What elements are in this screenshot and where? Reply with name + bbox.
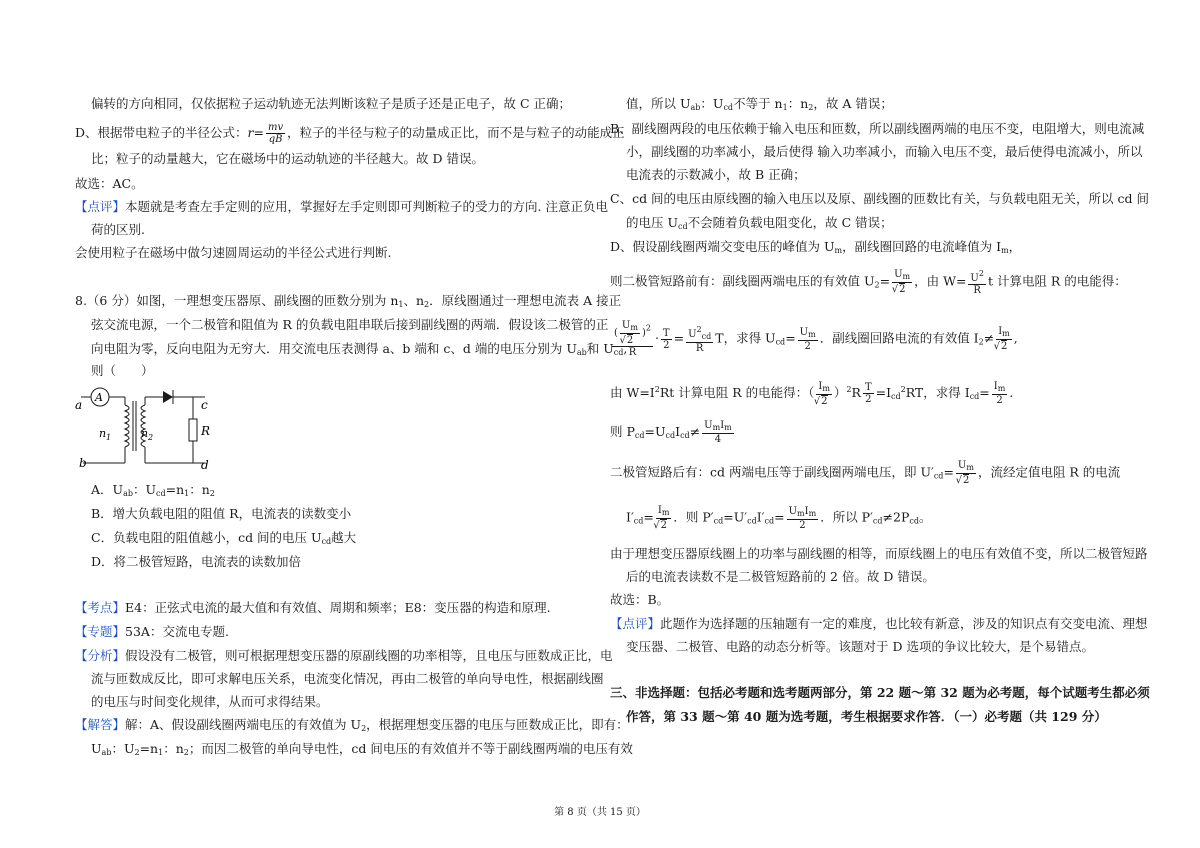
- option-a: A．$U_{ab}$：$U_{cd}=n_1$：$n_2$: [91, 482, 215, 498]
- text: =I: [875, 385, 892, 400]
- text: R: [851, 385, 861, 400]
- text: ）: [833, 385, 847, 400]
- text-line: 电流表的示数减小，故 B 正确；: [626, 167, 806, 182]
- text: =: [943, 464, 954, 480]
- text: ：n: [189, 482, 210, 497]
- text: E4：正弦式电流的最大值和有效值、周期和频率；E8：变压器的构造和原理.: [125, 600, 551, 615]
- text: =: [774, 509, 785, 525]
- text: ．则 P′: [673, 509, 714, 525]
- fenxi-tag: 【分析】: [75, 648, 126, 663]
- text-line: 流与匝数成反比，即可求解电压关系，电流变化情况，再由二极管的单向导电性，根据副线圈: [91, 671, 604, 686]
- text: 向电阻为零，反向电阻为无穷大．用交流电压表测得 a、b 端和 c、d 端的电压分别为 U: [91, 341, 577, 356]
- text-line: 会使用粒子在磁场中做匀速圆周运动的半径公式进行判断.: [75, 245, 392, 260]
- text-line: C、cd 间的电压由原线圈的输入电压以及原、副线圈的匝数比有关，与负载电阻无关，所以 cd 间: [610, 191, 1149, 206]
- text: =n: [139, 741, 159, 756]
- text-line: 后的电流表读数不是二极管短路前的 2 倍。故 D 错误。: [626, 569, 935, 584]
- text: 不等于 n: [733, 96, 783, 111]
- text: 值，所以 U: [626, 96, 691, 111]
- text-line: $U_{ab}$：$U_2=n_1$：$n_2$；而因二极管的单向导电性，cd 间电压的有效值并不等于副线圈两端的电压有效: [91, 741, 633, 757]
- formula-line: $I'_{cd}=$ $I_m$ √ 2 ．则 $P'_{cd}=U'_{cd}I'_{cd}=$ $\frac{U_mI_m}{2}$ ．所以 $P'_{cd}\ne 2P_{cd}$。: [626, 505, 932, 534]
- svg-text:n: n: [99, 427, 107, 440]
- text: ，故 A 错误；: [813, 96, 893, 111]
- text: 不会随着负载电阻变化，故 C 错误；: [687, 215, 893, 230]
- zhuanti-line: [75, 623, 229, 641]
- svg-text:2: 2: [148, 433, 154, 442]
- jieda-tag: 【解答】: [75, 717, 126, 732]
- text-line: 荷的区别.: [91, 222, 145, 237]
- text: ：U: [111, 741, 135, 756]
- comment-line: [610, 615, 1148, 633]
- text: 53A：交流电专题.: [125, 624, 229, 639]
- text-line: 小，副线圈的功率减小，最后使得 输入功率减小，而输入电压不变，最后使得电流减小，所以: [626, 144, 1143, 159]
- section-heading: 三、非选择题：包括必考题和选考题两部分，第 22 题～第 32 题为必考题，每个试题考生都必须: [610, 685, 1150, 700]
- svg-text:c: c: [201, 398, 208, 412]
- text: =: [643, 509, 654, 525]
- text: D、假设副线圈两端交变电压的峰值为 U: [610, 239, 835, 254]
- text: ．原线圈通过一理想电流表 A 接正: [429, 293, 622, 308]
- svg-text:1: 1: [106, 433, 112, 442]
- text-line: 的电压 $U_{cd}$不会随着负载电阻变化，故 C 错误；: [626, 215, 893, 231]
- kaodian-line: [75, 599, 551, 617]
- text-line: 的电压与时间变化规律，从而可求得结果。: [91, 694, 329, 709]
- text: ，求得 U: [723, 330, 776, 346]
- text-line: 变压器、二极管、电路的动态分析等。该题对于 D 选项的争议比较大，是个易错点。: [626, 639, 1094, 654]
- text: ．所以 P′: [820, 509, 873, 525]
- formula-line: 由 $W=I^2Rt$ 计算电阻 R 的电能得：（ $I_m$ √ 2 ）$^2$R $\frac{T}{2}$ $=I_{cd}^2RT$，求得 $I_{cd}=$ $\frac{I_m}{2}$ .: [610, 378, 1013, 409]
- text: ；而因二极管的单向导电性，cd 间电压的有效值并不等于副线圈两端的电压有效: [188, 741, 633, 756]
- text: ：U: [700, 96, 724, 111]
- svg-text:R: R: [201, 424, 211, 438]
- page-footer: 第 8 页（共 15 页）: [554, 807, 646, 818]
- text: ，副线圈回路的电流峰值为 I: [842, 239, 1002, 254]
- text: 、n: [403, 293, 425, 308]
- text: 的电压 U: [626, 215, 679, 230]
- comment-tag: 【点评】: [75, 199, 126, 214]
- text: D、根据带电粒子的半径公式：: [75, 125, 248, 140]
- text: ，: [1008, 239, 1022, 254]
- text-line: B、副线圈两段的电压依赖于输入电压和匝数，所以副线圈两端的电压不变，电阻增大，则电流减: [610, 121, 1145, 136]
- text: 。: [918, 509, 932, 525]
- text: U: [91, 741, 102, 756]
- text: 越大: [331, 530, 357, 545]
- text: =: [979, 385, 990, 400]
- formula-line: 二极管短路后有：cd 两端电压等于副线圈两端电压，即 $U'_{cd}=$ $U_m$ √ 2 ，流经定值电阻 R 的电流: [610, 460, 1120, 489]
- text: ：U: [132, 482, 156, 497]
- svg-text:A: A: [95, 391, 103, 404]
- text-line: D、根据带电粒子的半径公式：r= $\frac{mv}{qB}$ ，粒子的半径与粒子的动量成正比，而不是与粒子的动能成正: [75, 122, 625, 145]
- formula-line: 则二极管短路前有：副线圈两端电压的有效值 $U_2=$ $U_m$ √ 2 ，由 W= $\frac{U^2}{R}$ t 计算电阻 R 的电能得：: [610, 268, 1127, 299]
- text: 本题就是考查左手定则的应用，掌握好左手定则即可判断粒子的受力的方向. 注意正负电: [125, 199, 608, 214]
- text: ：n: [787, 96, 809, 111]
- text-line: 向电阻为零，反向电阻为无穷大．用交流电压表测得 a、b 端和 c、d 端的电压分别为 $U_{ab}$和 $U_{cd}$,: [91, 341, 628, 357]
- question-8-line: 8.（6 分）如图，一理想变压器原、副线圈的匝数分别为 $n_1$、$n_2$．原线圈通过一理想电流表 A 接正: [75, 293, 622, 309]
- text: =n: [165, 482, 185, 497]
- text: ，根据理想变压器的电压与匝数成正比，即有：: [366, 717, 629, 732]
- text-line: 值，所以 $U_{ab}$：$U_{cd}$不等于 $n_1$：$n_2$，故 A 错误；: [626, 96, 893, 112]
- formula-line: ( $U_m$ √ 2 )$^2$ R · $\frac{T}{2}$ = $\frac{U^2_{cd}}{R}$ T，求得 $U_{cd}=$ $\frac{U_m}{2}$ ．副线圈回路电流的有效值 $I_2\ne$ $I_m$ √ 2 ,: [610, 320, 1018, 358]
- text-line: 比；粒子的动量越大，它在磁场中的运动轨迹的半径越大。故 D 错误。: [91, 151, 484, 166]
- svg-text:a: a: [75, 398, 83, 412]
- text-line: 偏转的方向相同，仅依据粒子运动轨迹无法判断该粒子是质子还是正电子，故 C 正确；: [91, 96, 572, 111]
- formula-line: 则 $P_{cd}=U_{cd}I_{cd}\ne$ $\frac{U_mI_m}{4}$: [610, 420, 732, 445]
- text: 8.（6 分）如图，一理想变压器原、副线圈的匝数分别为 n: [75, 293, 399, 308]
- text-line: 由于理想变压器原线圈上的功率与副线圈的相等，而原线圈上的电压有效值不变，所以二极管短路: [610, 546, 1148, 561]
- text: ．副线圈回路电流的有效值 I: [819, 330, 979, 346]
- text: =: [785, 330, 796, 346]
- text: I′: [756, 509, 765, 525]
- text: I: [675, 424, 681, 439]
- kaodian-tag: 【考点】: [75, 600, 126, 615]
- text: ≠: [983, 330, 995, 346]
- text: 和 U: [586, 341, 614, 356]
- svg-text:b: b: [79, 456, 87, 470]
- text: ≠: [689, 424, 701, 439]
- text-line: 故选：AC。: [75, 176, 144, 191]
- text: 解：A、假设副线圈两端电压的有效值为 U: [125, 717, 362, 732]
- text-line: 则（ ）: [91, 363, 154, 378]
- text: 由 W=I: [610, 385, 655, 400]
- text: 二极管短路后有：cd 两端电压等于副线圈两端电压，即 U′: [610, 464, 934, 480]
- jieda-line: 【解答】解：A、假设副线圈两端电压的有效值为 $U_2$，根据理想变压器的电压与匝数成正比，即有：: [75, 717, 629, 733]
- text: 计算电阻 R 的电能得：: [996, 273, 1127, 289]
- text: ：n: [163, 741, 184, 756]
- text: Rt 计算电阻 R 的电能得：（: [659, 385, 815, 400]
- text: ，流经定值电阻 R 的电流: [977, 464, 1121, 480]
- text: =U: [644, 424, 666, 439]
- text-line: 弦交流电源，一个二极管和阻值为 R 的负载电阻串联后接到副线圈的两端．假设该二极管的正: [91, 317, 609, 332]
- svg-text:n: n: [141, 427, 149, 440]
- text: =: [879, 273, 891, 289]
- text: 则 P: [610, 424, 635, 439]
- zhuanti-tag: 【专题】: [75, 624, 126, 639]
- text: A．U: [91, 482, 124, 497]
- option-d: D．将二极管短路，电流表的读数加倍: [91, 554, 302, 569]
- comment-line: [75, 198, 608, 216]
- text-line: D、假设副线圈两端交变电压的峰值为 $U_m$，副线圈回路的电流峰值为 $I_m$，: [610, 239, 1022, 255]
- option-b: B．增大负载电阻的阻值 R，电流表的读数变小: [91, 506, 352, 521]
- transformer-circuit-diagram: [75, 385, 225, 473]
- text: I′: [626, 509, 634, 525]
- svg-text:d: d: [201, 458, 209, 472]
- comment-tag: 【点评】: [610, 616, 661, 631]
- text: C．负载电阻的阻值越小，cd 间的电压 U: [91, 530, 322, 545]
- text: 假设没有二极管，则可根据理想变压器的原副线圈的功率相等，且电压与匝数成正比，电: [125, 648, 613, 663]
- section-heading: 作答，第 33 题～第 40 题为选考题，考生根据要求作答．（一）必考题（共 129 分）: [626, 709, 1107, 724]
- text: 此题作为选择题的压轴题有一定的难度，也比较有新意，涉及的知识点有交变电流、理想: [660, 616, 1148, 631]
- text-line: 故选：B。: [610, 592, 670, 607]
- text: ，由 W=: [914, 273, 967, 289]
- fenxi-line: [75, 647, 613, 665]
- option-c: C．负载电阻的阻值越小，cd 间的电压 $U_{cd}$越大: [91, 530, 357, 546]
- text: =U′: [723, 509, 748, 525]
- text: ，粒子的半径与粒子的动量成正比，而不是与粒子的动能成正: [287, 125, 625, 140]
- text: RT，求得 I: [905, 385, 970, 400]
- text: ≠2P: [882, 509, 910, 525]
- text: 则二极管短路前有：副线圈两端电压的有效值 U: [610, 273, 875, 289]
